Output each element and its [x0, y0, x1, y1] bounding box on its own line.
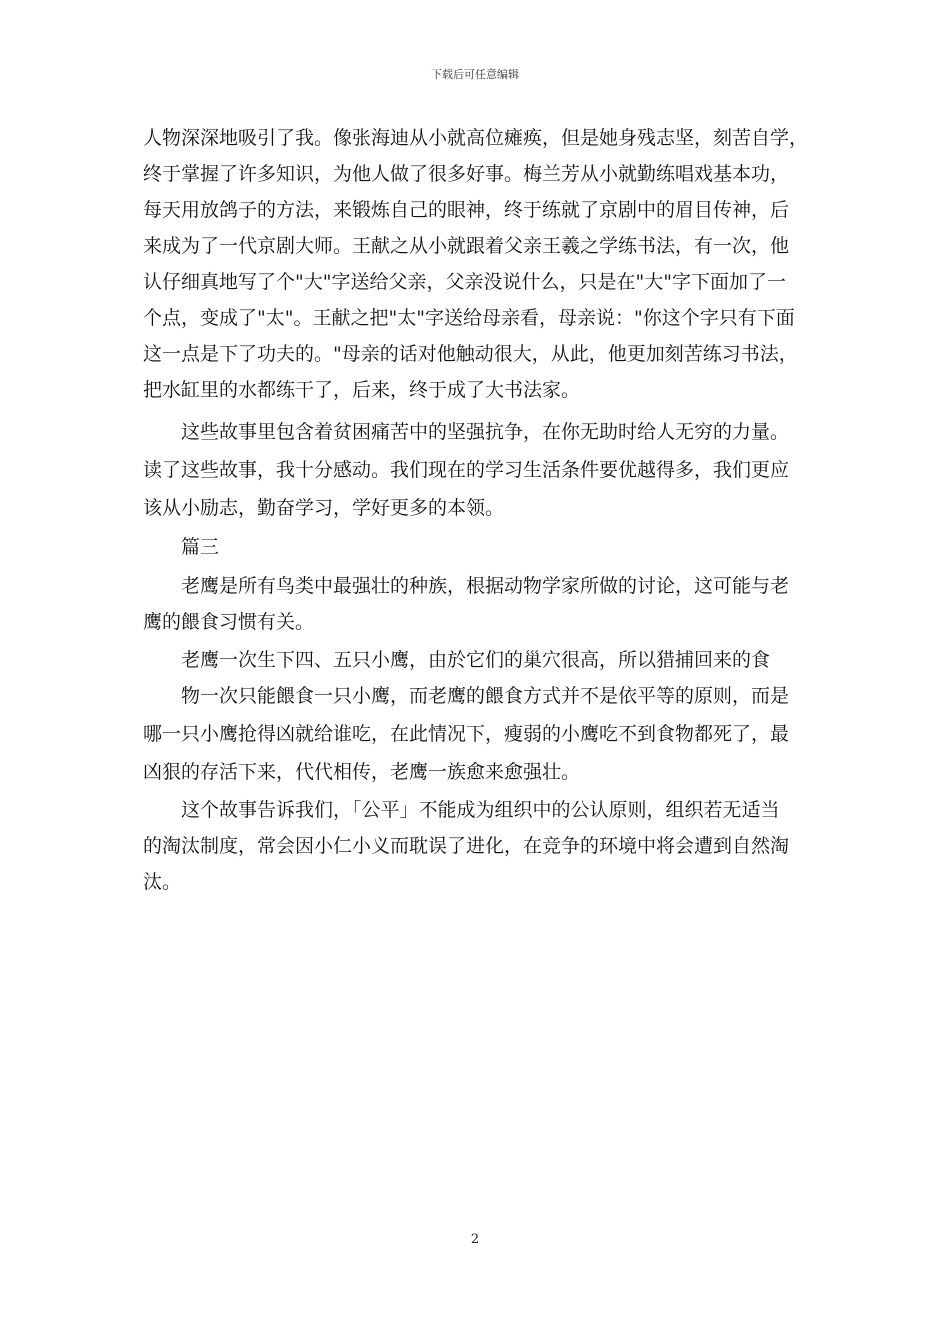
body-line-11: 该从小励志，勤奋学习，学好更多的本领。 [143, 497, 505, 519]
body-line-16: 物一次只能餵食一只小鹰，而老鹰的餵食方式并不是依平等的原则，而是 [181, 685, 790, 707]
body-line-17: 哪一只小鹰抢得凶就给谁吃，在此情况下，瘦弱的小鹰吃不到食物都死了，最 [143, 723, 790, 745]
body-line-10: 读了这些故事，我十分感动。我们现在的学习生活条件要优越得多，我们更应 [143, 459, 790, 481]
body-line-21: 汰。 [143, 871, 182, 893]
body-line-4: 来成为了一代京剧大师。王献之从小就跟着父亲王羲之学练书法，有一次，他 [143, 235, 790, 257]
body-line-20: 的淘汰制度，常会因小仁小义而耽误了进化，在竞争的环境中将会遭到自然淘 [143, 835, 790, 857]
body-line-19: 这个故事告诉我们，「公平」不能成为组织中的公认原则，组织若无适当 [181, 799, 780, 821]
body-line-9: 这些故事里包含着贫困痛苦中的坚强抗争，在你无助时给人无穷的力量。 [181, 421, 790, 443]
page-header: 下载后可任意编辑 [431, 68, 519, 81]
page-number: 2 [470, 1232, 480, 1247]
section-title: 篇三 [181, 536, 220, 558]
body-line-18: 凶狠的存活下来，代代相传，老鹰一族愈来愈强壮。 [143, 761, 581, 783]
body-line-6: 个点，变成了"太"。王献之把"太"字送给母亲看，母亲说："你这个字只有下面 [143, 307, 795, 329]
body-line-1: 人物深深地吸引了我。像张海迪从小就高位瘫痪，但是她身残志坚，刻苦自学， [143, 127, 809, 149]
body-line-15: 老鹰一次生下四、五只小鹰，由於它们的巢穴很高，所以猎捕回来的食 [181, 649, 771, 671]
body-line-5: 认仔细真地写了个"大"字送给父亲，父亲没说什么，只是在"大"字下面加了一 [143, 271, 786, 293]
body-line-3: 每天用放鸽子的方法，来锻炼自己的眼神，终于练就了京剧中的眉目传神，后 [143, 199, 790, 221]
body-line-7: 这一点是下了功夫的。"母亲的话对他触动很大，从此，他更加刻苦练习书法， [143, 343, 798, 365]
body-line-2: 终于掌握了许多知识，为他人做了很多好事。梅兰芳从小就勤练唱戏基本功， [143, 163, 790, 185]
body-line-8: 把水缸里的水都练干了，后来，终于成了大书法家。 [143, 379, 581, 401]
body-line-14: 鹰的餵食习惯有关。 [143, 611, 315, 633]
body-line-13: 老鹰是所有鸟类中最强壮的种族，根据动物学家所做的讨论，这可能与老 [181, 575, 790, 597]
